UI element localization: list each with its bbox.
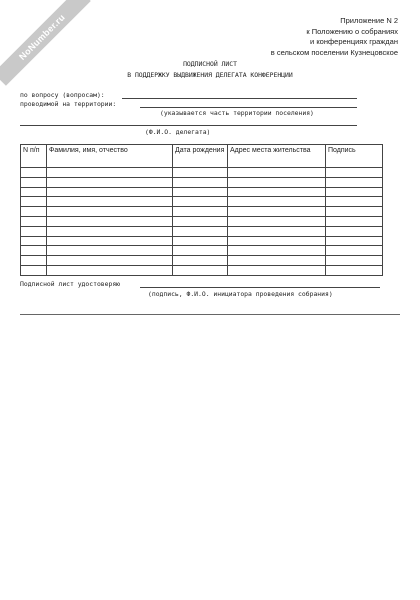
certify-hint: (подпись, Ф.И.О. инициатора проведения собрания) xyxy=(148,290,333,298)
doc-subtitle: В ПОДДЕРЖКУ ВЫДВИЖЕНИЯ ДЕЛЕГАТА КОНФЕРЕНЦИИ xyxy=(127,71,293,79)
table-body xyxy=(21,168,383,276)
table-cell[interactable] xyxy=(47,216,173,226)
territory-field-line xyxy=(140,107,357,108)
table-cell[interactable] xyxy=(326,236,383,246)
table-cell[interactable] xyxy=(173,197,228,207)
table-row xyxy=(21,236,383,246)
table-row xyxy=(21,265,383,275)
table-cell[interactable] xyxy=(47,207,173,217)
table-cell[interactable] xyxy=(21,236,47,246)
table-cell[interactable] xyxy=(21,226,47,236)
table-cell[interactable] xyxy=(326,265,383,275)
table-row xyxy=(21,216,383,226)
table-cell[interactable] xyxy=(47,256,173,266)
table-cell[interactable] xyxy=(47,226,173,236)
table-cell[interactable] xyxy=(21,168,47,178)
territory-hint: (указывается часть территории поселения) xyxy=(160,109,314,117)
appendix-line: Приложение N 2 xyxy=(340,16,398,25)
table-row xyxy=(21,187,383,197)
delegate-hint: (Ф.И.О. делегата) xyxy=(145,128,211,136)
table-cell[interactable] xyxy=(173,177,228,187)
delegate-field-line xyxy=(20,125,357,126)
question-label: по вопросу (вопросам): xyxy=(20,91,105,99)
table-cell[interactable] xyxy=(47,265,173,275)
table-row xyxy=(21,168,383,178)
table-row xyxy=(21,197,383,207)
table-cell[interactable] xyxy=(47,197,173,207)
table-cell[interactable] xyxy=(326,207,383,217)
table-cell[interactable] xyxy=(21,187,47,197)
territory-label: проводимой на территории: xyxy=(20,100,117,108)
table-cell[interactable] xyxy=(326,226,383,236)
table-cell[interactable] xyxy=(326,246,383,256)
doc-title: ПОДПИСНОЙ ЛИСТ xyxy=(183,60,237,68)
certify-label: Подписной лист удостоверяю xyxy=(20,280,121,288)
table-cell[interactable] xyxy=(228,246,326,256)
table-row xyxy=(21,207,383,217)
table-cell[interactable] xyxy=(326,256,383,266)
header-fullname: Фамилия, имя, отчество xyxy=(47,145,173,168)
table-cell[interactable] xyxy=(228,216,326,226)
table-cell[interactable] xyxy=(228,197,326,207)
question-field-line xyxy=(122,98,357,99)
header-address: Адрес места жительства xyxy=(228,145,326,168)
watermark: NoNumber.ru xyxy=(0,0,91,86)
table-cell[interactable] xyxy=(326,197,383,207)
table-cell[interactable] xyxy=(228,187,326,197)
table-row xyxy=(21,246,383,256)
certify-field-line xyxy=(140,287,380,288)
table-cell[interactable] xyxy=(326,168,383,178)
table-cell[interactable] xyxy=(173,256,228,266)
table-cell[interactable] xyxy=(47,187,173,197)
page-separator xyxy=(20,314,400,315)
signature-table xyxy=(20,144,383,276)
table-row xyxy=(21,177,383,187)
appendix-block xyxy=(271,16,398,58)
table-cell[interactable] xyxy=(228,256,326,266)
table-header-row xyxy=(21,145,383,168)
table-cell[interactable] xyxy=(173,226,228,236)
table-cell[interactable] xyxy=(21,256,47,266)
header-number: N п/п xyxy=(21,145,47,168)
table-cell[interactable] xyxy=(47,168,173,178)
header-signature: Подпись xyxy=(326,145,383,168)
table-cell[interactable] xyxy=(21,177,47,187)
table-cell[interactable] xyxy=(173,168,228,178)
appendix-line: в сельском поселении Кузнецовское xyxy=(270,47,398,57)
table-cell[interactable] xyxy=(173,236,228,246)
table-cell[interactable] xyxy=(21,246,47,256)
appendix-line: и конференциях граждан xyxy=(310,37,398,46)
table-cell[interactable] xyxy=(326,177,383,187)
table-cell[interactable] xyxy=(47,246,173,256)
table-cell[interactable] xyxy=(228,207,326,217)
table-cell[interactable] xyxy=(21,265,47,275)
table-cell[interactable] xyxy=(228,236,326,246)
table-row xyxy=(21,256,383,266)
appendix-line: к Положению о собраниях xyxy=(306,26,398,36)
table-cell[interactable] xyxy=(228,265,326,275)
table-cell[interactable] xyxy=(228,226,326,236)
table-cell[interactable] xyxy=(326,187,383,197)
table-cell[interactable] xyxy=(173,207,228,217)
table-cell[interactable] xyxy=(228,168,326,178)
header-birthdate: Дата рождения xyxy=(173,145,228,168)
table-row xyxy=(21,226,383,236)
table-cell[interactable] xyxy=(21,197,47,207)
table-cell[interactable] xyxy=(21,207,47,217)
table-cell[interactable] xyxy=(47,236,173,246)
table-cell[interactable] xyxy=(173,216,228,226)
table-cell[interactable] xyxy=(173,265,228,275)
table-cell[interactable] xyxy=(47,177,173,187)
table-cell[interactable] xyxy=(173,187,228,197)
table-cell[interactable] xyxy=(21,216,47,226)
table-cell[interactable] xyxy=(228,177,326,187)
table-cell[interactable] xyxy=(326,216,383,226)
table-cell[interactable] xyxy=(173,246,228,256)
